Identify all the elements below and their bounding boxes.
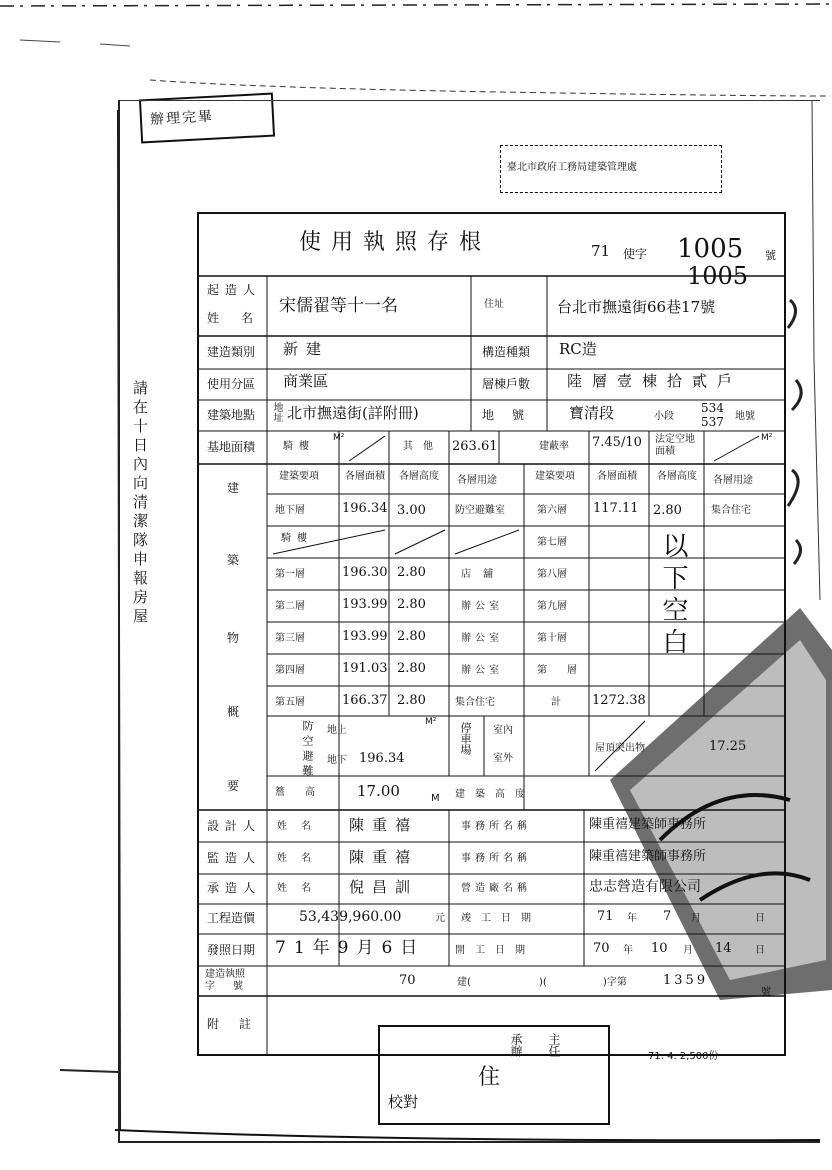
print-note: 71. 4. 2,500份 [648,1051,719,1062]
floor-name: 第八層 [537,569,567,580]
done-year-unit: 年 [627,913,637,924]
category-value: 新建 [283,340,330,358]
issue-label: 發照日期 [207,943,256,957]
supervisor-office-label: 事務所名稱 [461,853,531,864]
done-month-unit: 月 [691,913,701,924]
shelter-unit-1: M² [425,717,437,727]
floor-area: 196.30 [342,565,388,580]
completion-stamp-text: 辦理完畢 [149,108,215,128]
start-day-unit: 日 [755,945,765,956]
other-value: 263.61 [452,439,498,454]
floor-name: 第九層 [537,601,567,612]
floor-height: 2.80 [397,693,426,708]
shelter-above: 地上 [327,725,347,736]
floor-use: 辦公室 [461,601,503,612]
site-value: 北市撫遠街(詳附冊) [287,404,419,422]
permit-form [197,212,786,1056]
lot-section: 寶清段 [569,404,615,422]
floor-name: 第一層 [275,569,305,580]
parking-label: 停車場 [459,722,472,755]
clerk-seal: 住 [478,1065,501,1090]
parking-indoor: 室內 [493,725,513,736]
roof-value: 17.25 [709,739,747,754]
permit-year: 71 [591,242,611,260]
cost-unit: 元 [435,913,445,924]
approve-a: 承辦 [509,1033,523,1057]
floor-use: 店舖 [461,569,505,580]
staple-mark [60,1070,118,1072]
note-label: 附註 [207,1017,272,1031]
supervisor-office: 陳重禧建築師事務所 [589,849,707,864]
zone-value: 商業區 [283,372,329,390]
start-label: 開工日期 [455,945,535,956]
floor-use: 辦公室 [461,633,503,644]
header-area-right: 各層面積 [597,471,637,482]
header-item-left: 建築要項 [279,471,319,482]
done-month: 7 [663,909,672,924]
floor-area: 193.99 [342,629,388,644]
open-label: 法定空地面積 [655,434,695,457]
contractor-name: 倪昌訓 [349,878,419,896]
category-label: 建造類別 [207,345,256,359]
start-day: 14 [715,941,732,956]
floor-area: 166.37 [342,693,388,708]
done-year: 71 [597,909,614,924]
other-label: 其他 [403,441,443,452]
shelter-label: 防空避難 [301,720,314,780]
form-title: 使用執照存根 [299,230,492,255]
floor-name: 第六層 [537,505,567,516]
contractor-name-label: 姓名 [277,883,325,894]
side-label-1: 建 [227,481,240,495]
license-mid: )( [539,977,547,988]
start-month-unit: 月 [683,945,693,956]
units-value: 陸層壹棟拾貳戶 [567,372,743,390]
floor-name: 地下層 [275,505,305,516]
header-area-left: 各層面積 [345,471,385,482]
start-month: 10 [651,941,668,956]
floor-use: 集合住宅 [455,697,495,708]
floor-area: 117.11 [593,501,639,516]
floor-name: 第三層 [275,633,305,644]
contractor-label: 承造人 [207,881,262,895]
license-label-bottom: 字號 [205,981,261,992]
cost-label: 工程造價 [207,911,256,925]
supervisor-label: 監造人 [207,851,262,865]
issue-value: 71年9月6日 [275,938,426,958]
side-label-5: 要 [227,779,240,793]
designer-name: 陳重禧 [349,816,419,834]
header-height-right: 各層高度 [657,471,697,482]
floor-area: 196.34 [342,501,388,516]
lot-label: 地號 [482,408,543,422]
header-use-left: 各層用途 [457,475,497,486]
site-addr-tag: 地址 [271,402,282,422]
floor-name: 第二層 [275,601,305,612]
structure-label: 構造種類 [482,345,531,359]
builder-label-top: 起造人 [207,283,262,297]
floor-area: 191.03 [342,661,388,676]
lot-suffix: 地號 [735,411,755,422]
ratio-value: 7.45/10 [592,435,642,450]
eaves-label: 簷高 [275,787,335,798]
building-height-label: 建築高度 [455,789,535,800]
floor-name: 計 [551,697,561,708]
floor-name: 第十層 [537,633,567,644]
floor-height: 2.80 [397,661,426,676]
shelter-below-value: 196.34 [359,751,405,766]
site-label: 建築地點 [207,408,256,422]
side-label-3: 物 [227,631,240,645]
designer-name-label: 姓名 [277,821,325,832]
builder-name: 宋儒翟等十一名 [279,296,398,316]
floor-height: 2.80 [397,597,426,612]
license-prefix: 建( [457,977,471,988]
side-label-4: 概 [227,705,240,719]
header-use-right: 各層用途 [713,475,753,486]
floor-name: 騎樓 [281,533,313,544]
license-word: )字第 [603,977,627,988]
contractor-firm: 忠志營造有限公司 [589,879,701,895]
lot-b: 537 [701,415,724,429]
floor-use: 防空避難室 [455,505,505,516]
designer-office-label: 事務所名稱 [461,821,531,832]
left-note: 請在十日內向清潔隊申報房屋 [131,380,149,627]
header-item-right: 建築要項 [535,471,575,482]
area-label: 基地面積 [207,440,256,454]
structure-value: RC造 [559,340,597,358]
ratio-label: 建蔽率 [539,441,569,452]
floor-name: 第七層 [537,537,567,548]
lot-subsection: 小段 [654,411,674,422]
floor-use: 集合住宅 [711,505,751,516]
supervisor-name: 陳重禧 [349,848,419,866]
bureau-stamp-text: 臺北市政府工務局建築管理處 [507,162,637,173]
permit-number-copy: 1005 [687,262,749,290]
floor-area: 193.99 [342,597,388,612]
supervisor-name-label: 姓名 [277,853,325,864]
designer-label: 設計人 [207,819,262,833]
parking-outdoor: 室外 [493,753,513,764]
start-year-unit: 年 [623,945,633,956]
floor-name: 第四層 [275,665,305,676]
floor-use: 辦公室 [461,665,503,676]
done-day-unit: 日 [755,913,765,924]
area-unit-2: M² [761,433,773,443]
floor-height: 2.80 [397,629,426,644]
done-label: 竣工日期 [461,913,541,924]
area-unit-1: M² [333,433,345,443]
floor-name: 第層 [537,665,597,676]
shelter-below: 地下 [327,755,347,766]
cost-value: 53,439,960.00 [299,909,402,925]
check-label: 校對 [388,1093,419,1111]
builder-address: 台北市撫遠街66巷17號 [557,298,716,316]
floor-height: 3.00 [397,503,426,518]
units-label: 層棟戶數 [482,377,531,391]
designer-office: 陳重禧建築師事務所 [589,817,707,832]
arcade-label: 騎樓 [283,441,315,452]
floor-height: 2.80 [653,503,682,518]
floor-height: 2.80 [397,565,426,580]
floor-name: 第五層 [275,697,305,708]
start-year: 70 [593,941,610,956]
license-year: 70 [399,973,416,988]
eaves-unit: M [431,793,440,804]
approve-b: 主任 [547,1033,561,1057]
zone-label: 使用分區 [207,377,256,391]
license-number: 1359 [663,973,709,988]
side-label-2: 築 [227,553,240,567]
check-stamp-box [378,1025,610,1125]
handwritten-mark: 以下空白 [658,532,688,660]
builder-address-label: 住址 [484,299,504,310]
permit-number: 1005 [677,234,744,264]
permit-word: 使字 [623,247,648,261]
lot-a: 534 [701,401,724,415]
floor-total-area: 1272.38 [592,693,646,708]
permit-suffix: 號 [765,249,776,262]
license-label-top: 建造執照 [205,969,245,980]
eaves-value: 17.00 [357,782,400,800]
contractor-firm-label: 營造廠名稱 [461,883,531,894]
license-suffix: 號 [761,987,771,998]
header-height-left: 各層高度 [399,471,439,482]
roof-label: 屋頂突出物 [595,743,645,754]
builder-label-bottom: 姓名 [207,311,276,325]
